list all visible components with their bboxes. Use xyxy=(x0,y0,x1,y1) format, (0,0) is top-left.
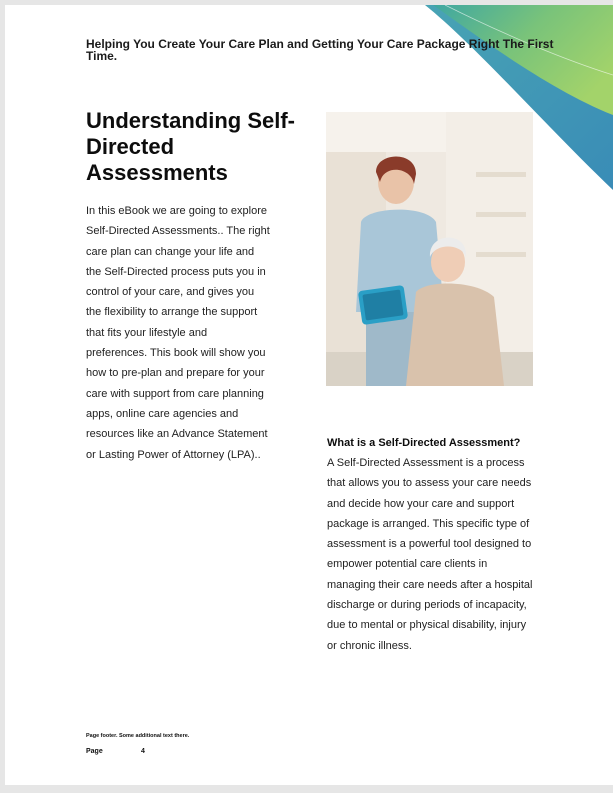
document-page xyxy=(5,5,613,785)
page-number: 4 xyxy=(141,748,145,755)
page-label: Page xyxy=(86,748,103,755)
intro-paragraph: In this eBook we are going to explore Self-Directed Assessments.. The right care plan can change your life and the Self-Directed process puts you in control of your care, and gives you the flexibility to arrange the support that fits your lifestyle and preferences. This book will show you how to pre-plan and prepare for your care with support from care planning apps, online care agencies and resources like an Advance Statement or Lasting Power of Attorney (LPA).. xyxy=(86,205,270,461)
running-header: Helping You Create Your Care Plan and Getting Your Care Package Right The First Time. xyxy=(86,37,554,63)
section-body: A Self-Directed Assessment is a process that allows you to assess your care needs and decide how your care and support package is arranged. This specific type of assessment is a powerful tool designed to empower potential care clients in managing their care needs after a hospital discharge or during periods of incapacity, due to mental or physical disability, injury or chronic illness. xyxy=(327,457,533,652)
photo-nurse-with-elderly-woman xyxy=(326,112,533,386)
section-heading: What is a Self-Directed Assessment? xyxy=(327,437,521,449)
page-title: Understanding Self- Directed Assessments xyxy=(86,108,296,185)
footer-page xyxy=(86,748,166,755)
footer-note: Page footer. Some additional text there. xyxy=(86,733,190,739)
self-directed-assessment-section xyxy=(327,435,537,656)
